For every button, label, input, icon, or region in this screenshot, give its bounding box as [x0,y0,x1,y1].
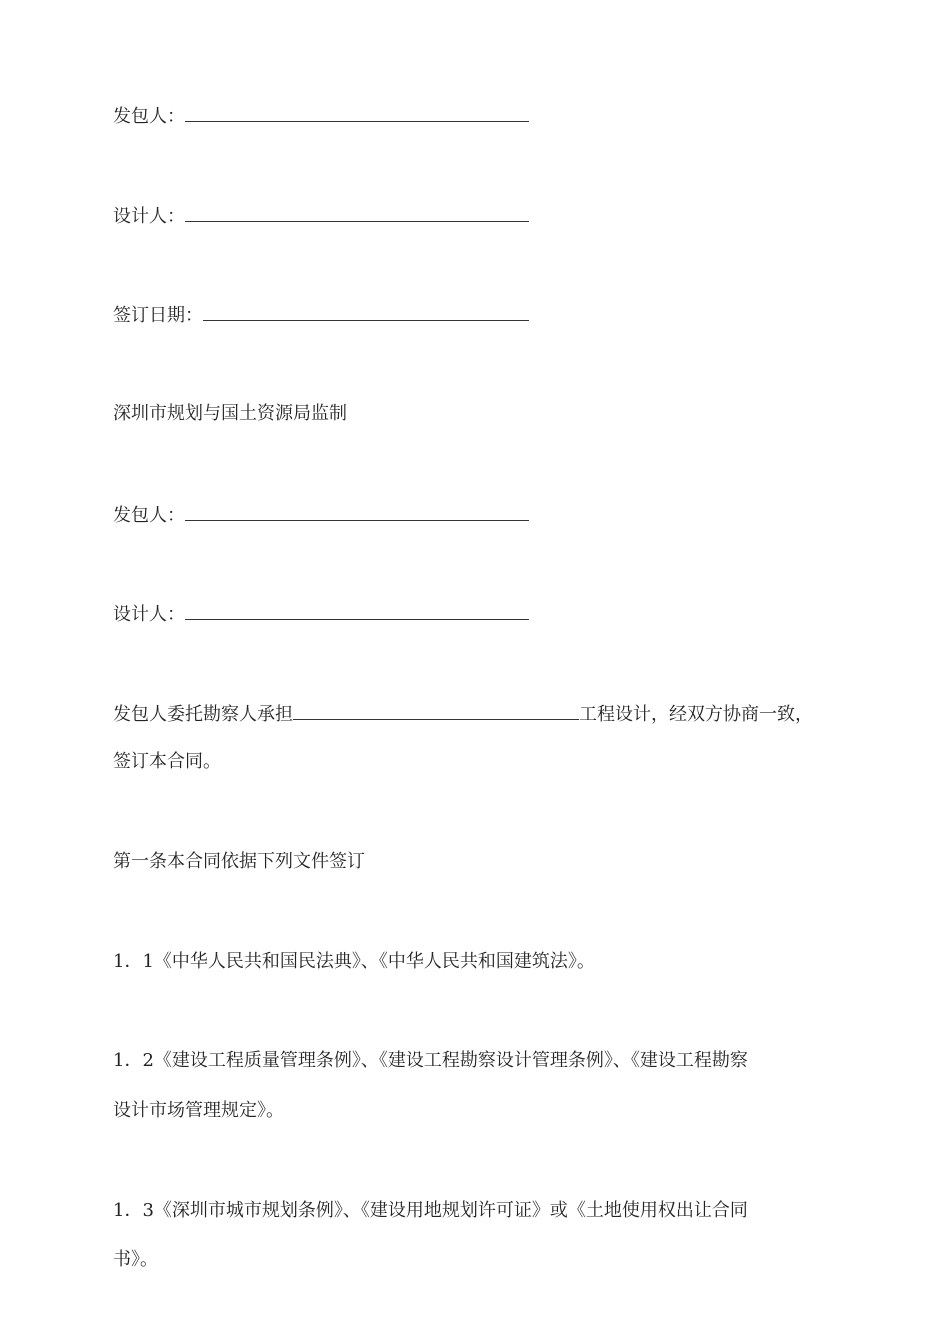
project-name-blank [293,701,579,720]
intro-paragraph-line-1 [113,701,813,728]
intro-text-1: 发包人委托勘察人承担 [113,704,293,725]
designer-label-1: 设计人： [113,206,185,227]
item-1-1: 1．1《中华人民共和国民法典》、《中华人民共和国建筑法》。 [113,951,595,972]
employer-blank-2 [185,502,529,521]
item-1-2-line-1: 1．2《建设工程质量管理条例》、《建设工程勘察设计管理条例》、《建设工程勘察 [113,1050,748,1071]
article-1-title: 第一条本合同依据下列文件签订 [113,851,365,872]
sign-date-field [113,302,529,329]
item-1-2-line-2: 设计市场管理规定》。 [113,1100,284,1121]
employer-field-2 [113,502,529,529]
intro-text-2: 工程设计，经双方协商一致， [579,704,813,725]
sign-date-label: 签订日期： [113,305,203,326]
intro-paragraph-line-2: 签订本合同。 [113,751,221,772]
designer-blank-1 [185,203,529,222]
designer-field-2 [113,601,529,628]
employer-label-1: 发包人： [113,106,185,127]
item-1-3-line-2: 书》。 [113,1249,158,1270]
employer-blank-1 [185,103,529,122]
designer-field-1 [113,203,529,230]
designer-blank-2 [185,601,529,620]
employer-field-1 [113,103,529,130]
designer-label-2: 设计人： [113,604,185,625]
employer-label-2: 发包人： [113,505,185,526]
sign-date-blank [203,302,529,321]
supervisor-line: 深圳市规划与国土资源局监制 [113,403,347,424]
item-1-3-line-1: 1．3《深圳市城市规划条例》、《建设用地规划许可证》或《土地使用权出让合同 [113,1200,748,1221]
